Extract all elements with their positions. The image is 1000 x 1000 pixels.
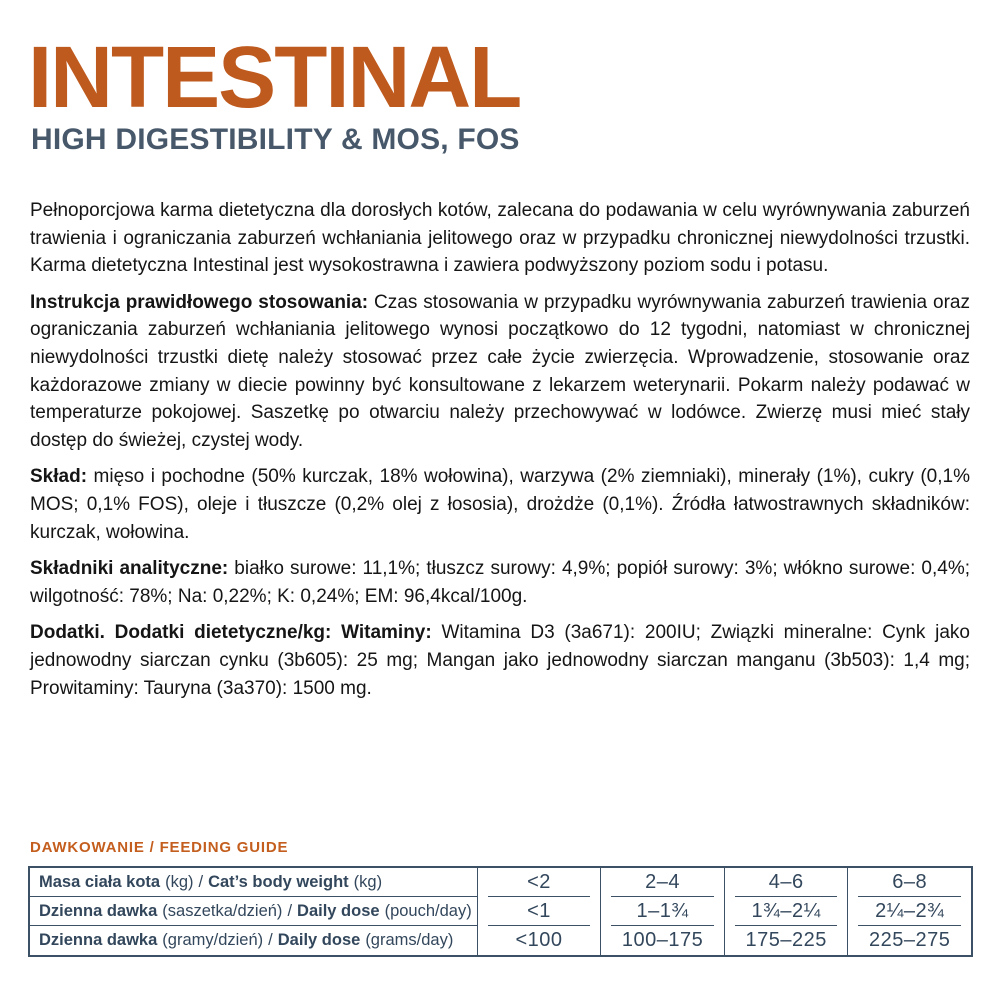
paragraph-intro (30, 197, 970, 280)
daily-dose-grams-value: 225–275 (847, 926, 971, 955)
paragraph-text: białko surowe: 11,1%; tłuszcz surowy: 4,9%; popiół surowy: 3%; włókno surowe: 0,4%; wilgotność: 78%; Na: 0,22%; K: 0,24%; EM: 96,4kcal/100g. (30, 558, 970, 607)
row-label-pl-unit: (kg) (165, 872, 194, 891)
paragraph-additives (30, 619, 970, 702)
paragraph-analytical-components (30, 555, 970, 610)
paragraph-lead: Składniki analityczne: (30, 558, 229, 580)
paragraph-lead: Dodatki. Dodatki dietetyczne/kg: Witaminy: (30, 622, 432, 644)
row-label-pl-unit: (gramy/dzień) (162, 931, 264, 949)
row-label-daily-dose-pouch (30, 897, 477, 926)
daily-dose-pouch-value: 2¼–2¾ (847, 897, 971, 926)
paragraph-lead: Instrukcja prawidłowego stosowania: (30, 291, 369, 313)
row-label-pl: Dzienna dawka (39, 931, 158, 949)
row-label-pl: Masa ciała kota (39, 872, 161, 891)
paragraph-text: Pełnoporcjowa karma dietetyczna dla dorosłych kotów, zalecana do podawania w celu wyrównywania zaburzeń trawienia i ograniczania zaburzeń wchłaniania jelitowego oraz w przypadku chronicznej niewydolności trzustki. Karma dietetyczna Intestinal jest wysokostrawna i zawiera podwyższony poziom sodu i potasu. (30, 200, 970, 277)
body-weight-value: <2 (477, 868, 601, 897)
daily-dose-grams-value: <100 (477, 926, 601, 955)
daily-dose-pouch-value: 1¾–2¼ (724, 897, 848, 926)
row-label-pl-unit: (saszetka/dzień) (162, 901, 283, 920)
paragraph-text: Czas stosowania w przypadku wyrównywania zaburzeń trawienia oraz ograniczania zaburzeń wchłaniania jelitowego wynosi początkowo do 12 tygodni, natomiast w chronicznej niewydolności trzustki dietę należy stosować przez całe życie zwierzęcia. Wprowadzenie, stosowanie oraz każdorazowe zmiany w diecie powinny być konsultowane z lekarzem weterynarii. Pokarm należy podawać w temperaturze pokojowej. Saszetkę po otwarciu należy przechowywać w lodówce. Zwierzę musi mieć stały dostęp do świeżej, czystej wody. (30, 291, 970, 451)
row-label-body-weight (30, 868, 477, 897)
paragraph-lead: Skład: (30, 466, 88, 488)
feeding-guide-section (28, 839, 973, 957)
description-text (30, 197, 970, 711)
row-label-en: Daily dose (277, 931, 361, 949)
daily-dose-grams-value: 175–225 (724, 926, 848, 955)
daily-dose-pouch-value: <1 (477, 897, 601, 926)
label-separator: / (287, 901, 293, 920)
row-label-en-unit: (kg) (353, 872, 383, 891)
body-weight-value: 2–4 (600, 868, 724, 897)
feeding-guide-heading: DAWKOWANIE / FEEDING GUIDE (30, 839, 289, 856)
daily-dose-pouch-value: 1–1¾ (600, 897, 724, 926)
row-label-en-unit: (pouch/day) (384, 901, 472, 920)
row-label-en-unit: (grams/day) (365, 931, 454, 949)
row-label-en: Cat’s body weight (208, 872, 349, 891)
paragraph-composition (30, 463, 970, 546)
product-subtitle: HIGH DIGESTIBILITY & MOS, FOS (31, 123, 520, 156)
label-separator: / (268, 931, 273, 949)
row-label-daily-dose-grams (30, 926, 477, 955)
row-label-en: Daily dose (297, 901, 380, 920)
header (28, 29, 521, 157)
row-label-pl: Dzienna dawka (39, 901, 158, 920)
body-weight-value: 4–6 (724, 868, 848, 897)
paragraph-usage-instructions (30, 289, 970, 455)
label-separator: / (198, 872, 204, 891)
paragraph-text: mięso i pochodne (50% kurczak, 18% wołowina), warzywa (2% ziemniaki), minerały (1%), cukry (0,1% MOS; 0,1% FOS), oleje i tłuszcze (0,2% olej z łososia), drożdże (0,1%). Źródła łatwostrawnych składników: kurczak, wołowina. (30, 466, 970, 543)
body-weight-value: 6–8 (847, 868, 971, 897)
feeding-guide-table (28, 866, 973, 957)
paragraph-text: Witamina D3 (3a671): 200IU; Związki mineralne: Cynk jako jednowodny siarczan cynku (3b605): 25 mg; Mangan jako jednowodny siarczan manganu (3b503): 1,4 mg; Prowitaminy: Tauryna (3a370): 1500 mg. (30, 622, 970, 699)
daily-dose-grams-value: 100–175 (600, 926, 724, 955)
product-title: INTESTINAL (28, 29, 521, 126)
